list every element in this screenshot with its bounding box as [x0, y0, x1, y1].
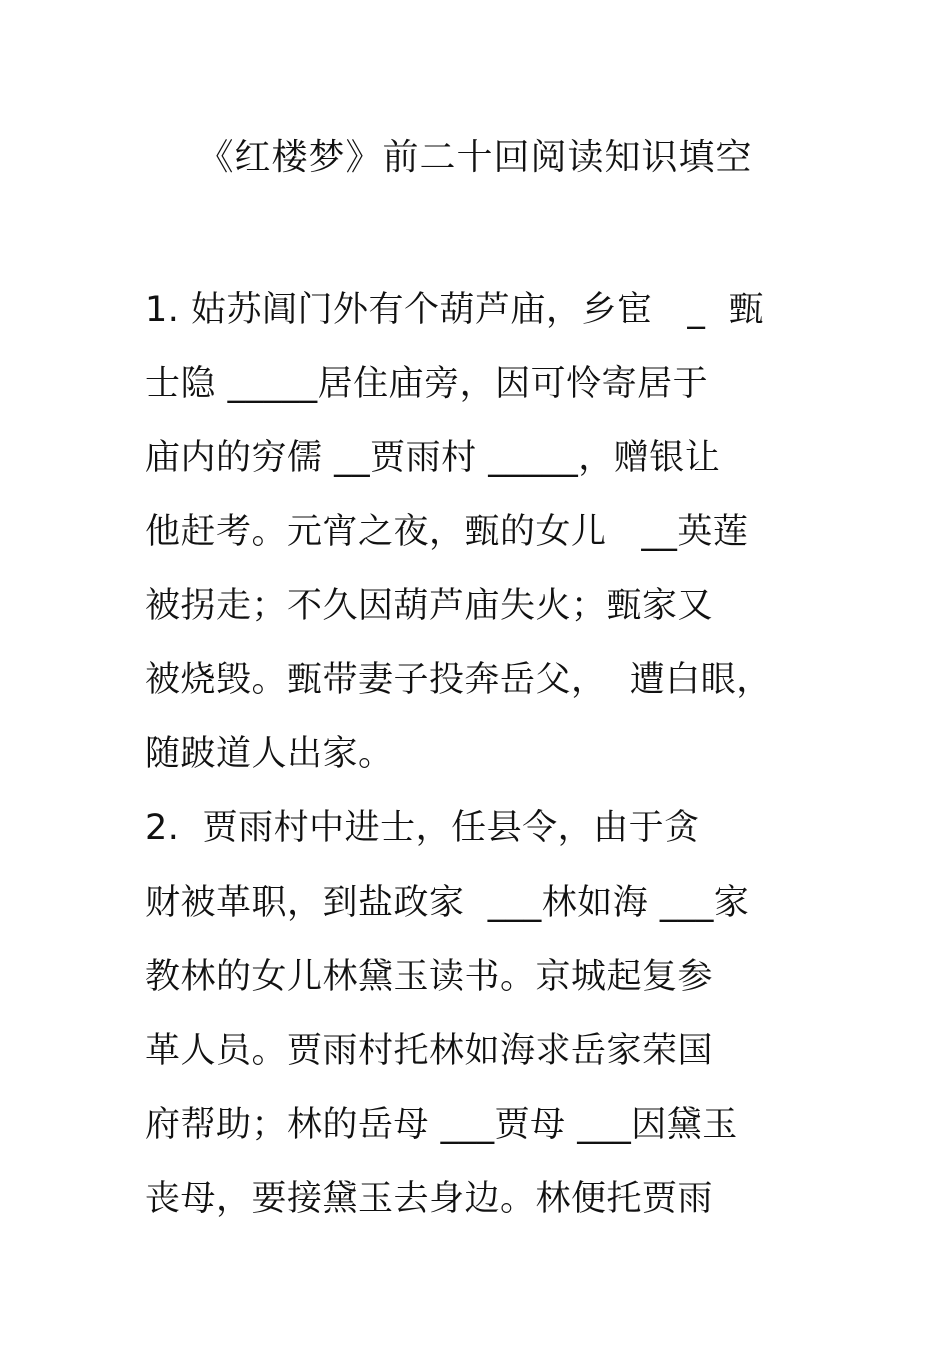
text-line: 革人员。贾雨村托林如海求岳家荣国 — [145, 1031, 714, 1071]
text-line: 被拐走；不久因葫芦庙失火；甄家又 — [145, 586, 714, 626]
text-line: 士隐 _____居住庙旁，因可怜寄居于 — [145, 364, 709, 404]
text-line: 他赶考。元宵之夜，甄的女儿 __英莲 — [145, 512, 749, 552]
text-line: 2. 贾雨村中进士，任县令，由于贪 — [145, 808, 700, 848]
text-line: 财被革职，到盐政家 ___林如海 ___家 — [145, 883, 750, 923]
text-line: 府帮助；林的岳母 ___贾母 ___因黛玉 — [145, 1105, 738, 1145]
document-title: 《红楼梦》前二十回阅读知识填空 — [197, 137, 753, 178]
text-line: 庙内的穷儒 __贾雨村 _____，赠银让 — [145, 438, 721, 478]
text-line: 随跛道人出家。 — [145, 734, 394, 774]
text-line: 丧母，要接黛玉去身边。林便托贾雨 — [145, 1179, 714, 1219]
text-line: 被烧毁。甄带妻子投奔岳父， 遭白眼， — [145, 660, 772, 700]
text-line: 教林的女儿林黛玉读书。京城起复参 — [145, 957, 714, 997]
text-line: 1. 姑苏阊门外有个葫芦庙，乡宦 _ 甄 — [145, 290, 765, 330]
